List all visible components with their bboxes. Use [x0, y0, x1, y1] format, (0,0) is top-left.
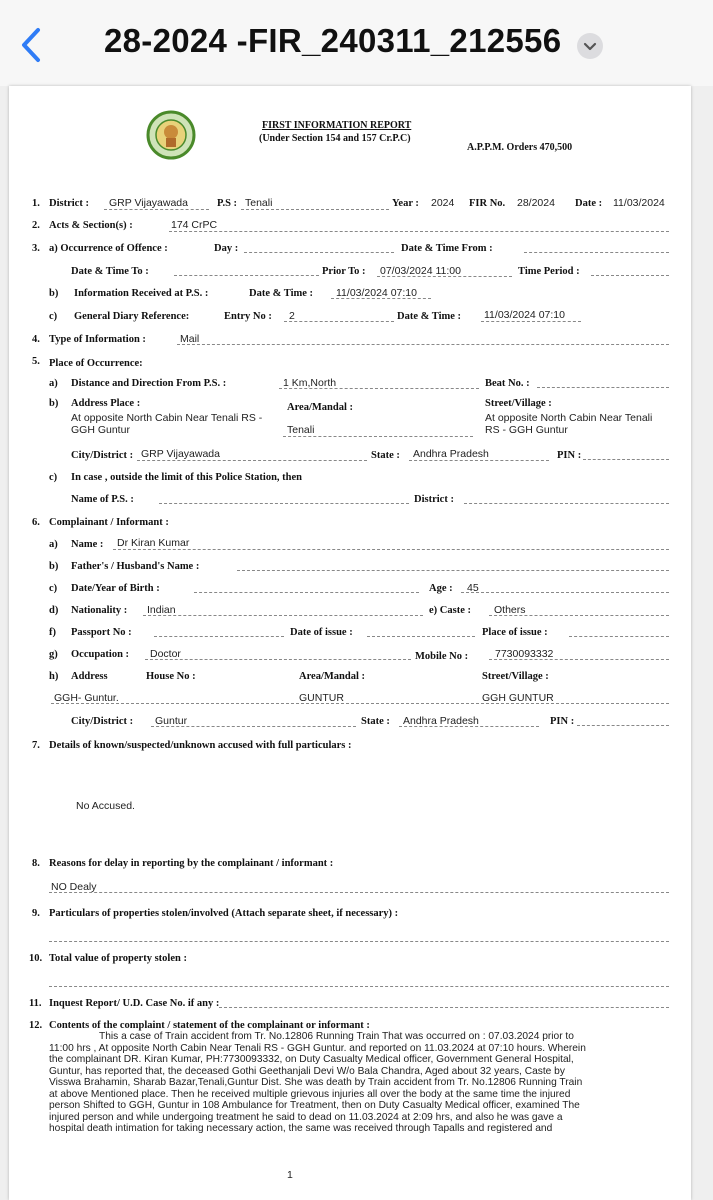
item-number: 2.: [32, 220, 40, 231]
field-line: [583, 459, 669, 460]
info-received-label: Information Received at P.S. :: [74, 288, 209, 299]
place-of-issue-label: Place of issue :: [482, 627, 548, 638]
street-village-line2: RS - GGH Guntur: [485, 424, 568, 436]
caste-label: e) Caste :: [429, 605, 471, 616]
fir-no-value: 28/2024: [517, 197, 555, 209]
field-line: [489, 659, 669, 660]
field-line: [49, 941, 669, 942]
field-line: [591, 275, 669, 276]
field-line: [145, 659, 411, 660]
beat-no-label: Beat No. :: [485, 378, 530, 389]
district-value: GRP Vijayawada: [109, 197, 188, 209]
area-mandal-value: Tenali: [287, 424, 315, 436]
street-village-label: Street/Village :: [485, 398, 552, 409]
field-line: [489, 615, 669, 616]
field-line: [537, 387, 669, 388]
field-line: [481, 321, 581, 322]
item-number: 3.: [32, 243, 40, 254]
name-label: Name :: [71, 539, 104, 550]
caste-value: Others: [494, 604, 526, 616]
state-value: Andhra Pradesh: [403, 715, 479, 727]
city-district-label: City/District :: [71, 716, 134, 727]
field-line: [464, 503, 669, 504]
field-line: [367, 636, 475, 637]
date-time-label: Date & Time :: [249, 288, 314, 299]
occurrence-label: a) Occurrence of Offence :: [49, 243, 168, 254]
date-time-label: Date & Time :: [397, 311, 462, 322]
properties-label: Particulars of properties stolen/involved (Attach separate sheet, if necessary) :: [49, 908, 399, 919]
house-no-value: GGH- Guntur.: [54, 692, 119, 704]
field-line: [154, 636, 284, 637]
age-label: Age :: [429, 583, 453, 594]
field-line: [244, 252, 394, 253]
field-line: [159, 503, 409, 504]
field-line: [137, 460, 367, 461]
dob-label: Date/Year of Birth :: [71, 583, 160, 594]
top-bar: [0, 0, 713, 86]
field-line: [409, 460, 549, 461]
title-menu-button[interactable]: [577, 33, 603, 59]
field-line: [49, 986, 669, 987]
field-line: [51, 703, 669, 704]
sub-item-letter: a): [49, 539, 58, 550]
entry-no-label: Entry No :: [224, 311, 272, 322]
report-heading: FIRST INFORMATION REPORT: [262, 120, 412, 131]
field-line: [174, 275, 319, 276]
field-line: [279, 388, 479, 389]
item-number: 1.: [32, 198, 40, 209]
sub-item-letter: c): [49, 311, 58, 322]
nationality-label: Nationality :: [71, 605, 128, 616]
place-label: Place of Occurrence:: [49, 358, 143, 369]
field-line: [331, 298, 431, 299]
distance-direction-value: 1 Km,North: [283, 377, 337, 389]
item-number: 10.: [29, 953, 43, 964]
type-info-value: Mail: [180, 333, 200, 345]
city-district-value: Guntur: [155, 715, 188, 727]
delay-reason-value: NO Dealy: [51, 881, 97, 893]
outside-limit-label: In case , outside the limit of this Police Station, then: [71, 472, 302, 483]
occupation-value: Doctor: [150, 648, 181, 660]
street-village-value: GGH GUNTUR: [482, 692, 554, 704]
page-number: 1: [287, 1169, 293, 1181]
sub-item-letter: b): [49, 288, 59, 299]
field-line: [569, 636, 669, 637]
street-village-line1: At opposite North Cabin Near Tenali: [485, 412, 653, 424]
city-district-label: City/District :: [71, 450, 134, 461]
total-value-label: Total value of property stolen :: [49, 953, 187, 964]
state-label: State :: [361, 716, 390, 727]
pin-label: PIN :: [557, 450, 582, 461]
field-line: [241, 209, 389, 210]
field-line: [577, 725, 669, 726]
ps-value: Tenali: [245, 197, 273, 209]
delay-reason-label: Reasons for delay in reporting by the complainant / informant :: [49, 858, 334, 869]
field-line: [283, 436, 473, 437]
document-page: [9, 86, 691, 1200]
sub-item-letter: d): [49, 605, 59, 616]
chevron-down-icon: [577, 33, 603, 59]
sub-item-letter: h): [49, 671, 59, 682]
mobile-no-label: Mobile No :: [415, 651, 469, 662]
time-period-label: Time Period :: [518, 266, 580, 277]
field-line: [237, 570, 669, 571]
passport-no-label: Passport No :: [71, 627, 132, 638]
item-number: 5.: [32, 356, 40, 367]
prior-to-value: 07/03/2024 11:00: [380, 265, 461, 277]
pin-label: PIN :: [550, 716, 575, 727]
house-no-label: House No :: [146, 671, 196, 682]
item-number: 9.: [32, 908, 40, 919]
field-line: [104, 209, 209, 210]
year-label: Year :: [392, 198, 419, 209]
sub-item-letter: b): [49, 398, 59, 409]
address-label: Address: [71, 671, 108, 682]
day-label: Day :: [214, 243, 239, 254]
gd-date-time-value: 11/03/2024 07:10: [484, 309, 565, 321]
accused-details-value: No Accused.: [76, 800, 135, 812]
field-line: [143, 615, 423, 616]
sub-item-letter: c): [49, 472, 58, 483]
field-line: [219, 1007, 669, 1008]
date-value: 11/03/2024: [613, 197, 665, 209]
info-received-value: 11/03/2024 07:10: [336, 287, 417, 299]
father-husband-label: Father's / Husband's Name :: [71, 561, 200, 572]
field-line: [461, 592, 669, 593]
district-label: District :: [414, 494, 454, 505]
name-of-ps-label: Name of P.S. :: [71, 494, 134, 505]
age-value: 45: [467, 582, 479, 594]
document-title: 28-2024 -FIR_240311_212556: [104, 22, 562, 59]
mobile-no-value: 7730093332: [495, 648, 554, 660]
address-place-line1: At opposite North Cabin Near Tenali RS -: [71, 412, 263, 424]
date-time-from-label: Date & Time From :: [401, 243, 493, 254]
sub-item-letter: g): [49, 649, 58, 660]
date-of-issue-label: Date of issue :: [290, 627, 353, 638]
district-label: District :: [49, 198, 89, 209]
back-button[interactable]: [14, 24, 54, 66]
state-label: State :: [371, 450, 400, 461]
address-place-label: Address Place :: [71, 398, 141, 409]
field-line: [524, 252, 669, 253]
state-emblem-icon: [146, 110, 196, 160]
field-line: [377, 276, 512, 277]
area-mandal-value: GUNTUR: [299, 692, 344, 704]
sub-item-letter: b): [49, 561, 59, 572]
chevron-left-icon: [14, 24, 54, 66]
ps-label: P.S :: [217, 198, 238, 209]
item-number: 12.: [29, 1020, 43, 1031]
orders-ref: A.P.P.M. Orders 470,500: [467, 142, 573, 153]
item-number: 6.: [32, 517, 40, 528]
report-subheading: (Under Section 154 and 157 Cr.P.C): [259, 133, 411, 144]
field-line: [151, 726, 356, 727]
field-line: [284, 321, 394, 322]
item-number: 11.: [29, 998, 42, 1009]
state-value: Andhra Pradesh: [413, 448, 489, 460]
area-mandal-label: Area/Mandal :: [299, 671, 366, 682]
contents-label: Contents of the complaint / statement of the complainant or informant :: [49, 1020, 370, 1031]
area-mandal-label: Area/Mandal :: [287, 402, 354, 413]
city-district-value: GRP Vijayawada: [141, 448, 220, 460]
field-line: [169, 231, 669, 232]
accused-details-label: Details of known/suspected/unknown accused with full particulars :: [49, 740, 352, 751]
prior-to-label: Prior To :: [322, 266, 366, 277]
field-line: [113, 549, 669, 550]
sub-item-letter: a): [49, 378, 58, 389]
address-place-line2: GGH Guntur: [71, 424, 130, 436]
name-value: Dr Kiran Kumar: [117, 537, 190, 549]
sub-item-letter: c): [49, 583, 58, 594]
entry-no-value: 2: [289, 310, 295, 322]
year-value: 2024: [431, 197, 455, 209]
distance-direction-label: Distance and Direction From P.S. :: [71, 378, 227, 389]
field-line: [399, 726, 539, 727]
item-number: 7.: [32, 740, 40, 751]
acts-label: Acts & Section(s) :: [49, 220, 133, 231]
field-line: [177, 344, 669, 345]
occupation-label: Occupation :: [71, 649, 130, 660]
nationality-value: Indian: [147, 604, 176, 616]
item-number: 8.: [32, 858, 40, 869]
type-info-label: Type of Information :: [49, 334, 146, 345]
field-line: [49, 892, 669, 893]
acts-value: 174 CrPC: [171, 219, 218, 231]
date-label: Date :: [575, 198, 603, 209]
complainant-label: Complainant / Informant :: [49, 517, 169, 528]
sub-item-letter: f): [49, 627, 56, 638]
fir-no-label: FIR No.: [469, 198, 506, 209]
complaint-contents: This a case of Train accident from Tr. No.12806 Running Train That was occurred on : 07.03.2024 prior to 11:00 hrs , At opposite North Cabin Near Tenali RS - GGH Guntur. and reported on 11.03.2024 at 07:10 hours. Wherein the complainant DR. Kiran Kumar, PH:7730093332, on Duty Casualty Medical officer, Government General Hospital, Guntur, has reported that, the deceased Gothi Geethanjali Devi W/o Bala Chandra, Aged about 32 years, Caste by Visswa Brahamin, Sharab Bazar,Tenali,Guntur Dist. She was death by Train accident from Tr. No.12806 Running Train at above Mentioned place. Then he received multiple grievous injuries all over the body at the same time the injured person Shifted to GGH, Guntur in 108 Ambulance for Treatment, then on Duty Casualty Medical officer, examined The injured person and while undergoing treatment he said to dead on 11.03.2024 at 2:09 hrs, and also he was gave a hospital death intimation for taking necessary action, the same was received through Tapalls and registered and: [49, 1031, 586, 1134]
date-time-to-label: Date & Time To :: [71, 266, 149, 277]
gd-reference-label: General Diary Reference:: [74, 311, 190, 322]
street-village-label: Street/Village :: [482, 671, 549, 682]
item-number: 4.: [32, 334, 40, 345]
field-line: [194, 592, 419, 593]
inquest-report-label: Inquest Report/ U.D. Case No. if any :: [49, 998, 220, 1009]
